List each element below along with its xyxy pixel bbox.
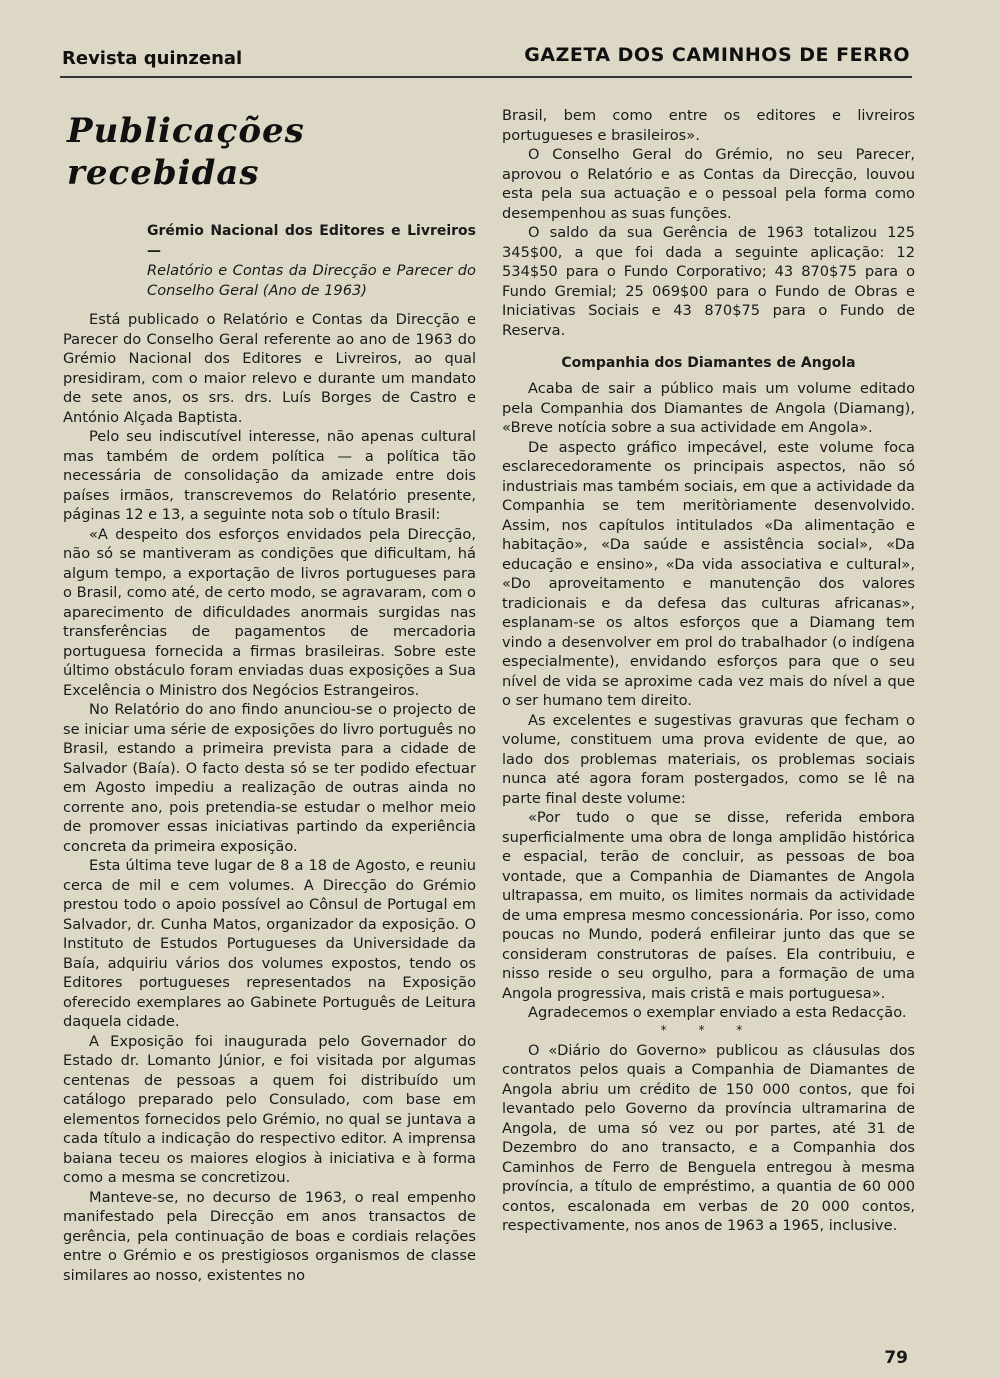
page-number: 79 xyxy=(884,1348,908,1368)
paragraph: De aspecto gráfico impecável, este volume foca esclarecedoramente os principais aspectos, não só industriais mas também sociais, em que a actividade da Companhia se tem meritòriamente desenvolvido. Assim, nos capítulos intitulados «Da alimentação e habitação», «Da saúde e assistência social», «Da educação e ensino», «Da vida associativa e cultural», «Do aproveitamento e manutenção dos valores tradicionais e da defesa das culturas africanas», esplanam-se os altos esforços que a Diamang tem vindo a desenvolver em prol do trabalhador (o indígena especialmente), envidando esforços para que o seu nível de vida se aproxime cada vez mais do nível a que o ser humano tem direito. xyxy=(502,438,915,709)
article-heading-title: Grémio Nacional dos Editores e Livreiros — xyxy=(147,223,476,259)
header-rule xyxy=(60,76,912,78)
paragraph: O Conselho Geral do Grémio, no seu Parecer, aprovou o Relatório e as Contas da Direcção, louvou esta pela sua actuação e o pessoal pela forma como desempenhou as suas funções. xyxy=(502,146,915,222)
paragraph: No Relatório do ano findo anunciou-se o projecto de se iniciar uma série de exposições do livro português no Brasil, estando a primeira prevista para a cidade de Salvador (Baía). O facto desta só se ter podido efectuar em Agosto impediu a realização de outras ainda no corrente ano, pois pretendia-se estudar o melhor meio de promover essas iniciativas partindo da experiência concreta da primeira exposição. xyxy=(63,701,476,855)
running-head-right: GAZETA DOS CAMINHOS DE FERRO xyxy=(524,44,910,66)
paragraph: O saldo da sua Gerência de 1963 totalizou 125 345$00, a que foi dada a seguinte aplicação: 12 534$50 para o Fundo Corporativo; 43 870$75 para o Fundo Gremial; 25 069$00 para o Fundo de Obras e Iniciativas Sociais e 43 870$75 para o Fundo de Reserva. xyxy=(502,224,915,339)
paragraph: Brasil, bem como entre os editores e livreiros portugueses e brasileiros». xyxy=(502,107,915,144)
paragraph: Agradecemos o exemplar enviado a esta Redacção. xyxy=(528,1004,907,1021)
right-column xyxy=(502,106,915,1236)
paragraph: Manteve-se, no decurso de 1963, o real empenho manifestado pela Direcção em anos transactos de gerência, pela continuação de boas e cordiais relações entre o Grémio e os prestigiosos organismos de classe similares ao nosso, existentes no xyxy=(63,1188,476,1284)
paragraph: «Por tudo o que se disse, referida embora superficialmente uma obra de longa amplidão histórica e espacial, terão de concluir, as pessoas de boa vontade, que a Companhia de Diamantes de Angola ultrapassa, em muito, os limites normais da actividade de uma empresa mesmo concessionária. Por isso, como poucas no Mundo, poderá enfileirar junto das que se consideram construtoras de países. Ela contribuiu, e nisso reside o seu orgulho, para a formação de uma Angola progressiva, mais cristã e mais portuguesa». xyxy=(502,809,915,1002)
paragraph: As excelentes e sugestivas gravuras que fecham o volume, constituem uma prova evidente de que, ao lado dos problemas materiais, os problemas sociais nunca até agora foram postergados, como se lê na parte final deste volume: xyxy=(502,711,915,807)
left-column xyxy=(63,110,476,1285)
paragraph: «A despeito dos esforços envidados pela Direcção, não só se mantiveram as condições que dificultam, há algum tempo, a exportação de livros portugueses para o Brasil, como até, de certo modo, se agravaram, com o aparecimento de dificuldades anormais surgidas nas transferências de pagamentos de mercadoria portuguesa fornecida a firmas brasileiras. Sobre este último obstáculo foram enviadas duas exposições a Sua Excelência o Ministro dos Negócios Estrangeiros. xyxy=(63,525,476,699)
paragraph: A Exposição foi inaugurada pelo Governador do Estado dr. Lomanto Júnior, e foi visitada por algumas centenas de pessoas a quem foi distribuído um catálogo preparado pelo Consulado, com base em elementos fornecidos pelo Grémio, no qual se juntava a cada título a indicação do respectivo editor. A imprensa baiana teceu os maiores elogios à iniciativa e à forma como a mesma se concretizou. xyxy=(63,1032,476,1186)
paragraph: Pelo seu indiscutível interesse, não apenas cultural mas também de ordem política — a política tão necessária de consolidação da amizade entre dois países irmãos, transcrevemos do Relatório presente, páginas 12 e 13, a seguinte nota sob o título Brasil: xyxy=(63,428,476,523)
paragraph: Está publicado o Relatório e Contas da Direcção e Parecer do Conselho Geral referente ao ano de 1963 do Grémio Nacional dos Editores e Livreiros, ao qual presidiram, com o maior relevo e durante um mandato de sete anos, os srs. drs. Luís Borges de Castro e António Alçada Baptista. xyxy=(63,311,476,426)
section-separator: * * * xyxy=(660,1022,757,1037)
paragraph: Acaba de sair a público mais um volume editado pela Companhia dos Diamantes de Angola (Diamang), «Breve notícia sobre a sua actividade em Angola». xyxy=(502,380,915,436)
article-heading-subtitle: Relatório e Contas da Direcção e Parecer do Conselho Geral (Ano de 1963) xyxy=(147,262,476,299)
paragraph: O «Diário do Governo» publicou as cláusulas dos contratos pelos quais a Companhia de Diamantes de Angola abriu um crédito de 150 000 contos, que foi levantado pelo Governo da província ultramarina de Angola, de uma só vez ou por partes, até 31 de Dezembro do ano transacto, e a Companhia dos Caminhos de Ferro de Benguela entregou à mesma província, a título de empréstimo, a quantia de 60 000 contos, escalonada em verbas de 20 000 contos, respectivamente, nos anos de 1963 a 1965, inclusive. xyxy=(502,1041,915,1234)
article-heading xyxy=(63,222,476,300)
section-title: Publicações recebidas xyxy=(67,111,305,193)
article-subheading: Companhia dos Diamantes de Angola xyxy=(561,355,856,371)
paragraph: Esta última teve lugar de 8 a 18 de Agosto, e reuniu cerca de mil e cem volumes. A Direcção do Grémio prestou todo o apoio possível ao Cônsul de Portugal em Salvador, dr. Cunha Matos, organizador da exposição. O Instituto de Estudos Portugueses da Universidade da Baía, adquiriu vários dos volumes expostos, tendo os Editores portugueses representados na Exposição oferecido exemplares ao Gabinete Português de Leitura daquela cidade. xyxy=(63,857,476,1030)
running-head-left: Revista quinzenal xyxy=(62,48,243,69)
